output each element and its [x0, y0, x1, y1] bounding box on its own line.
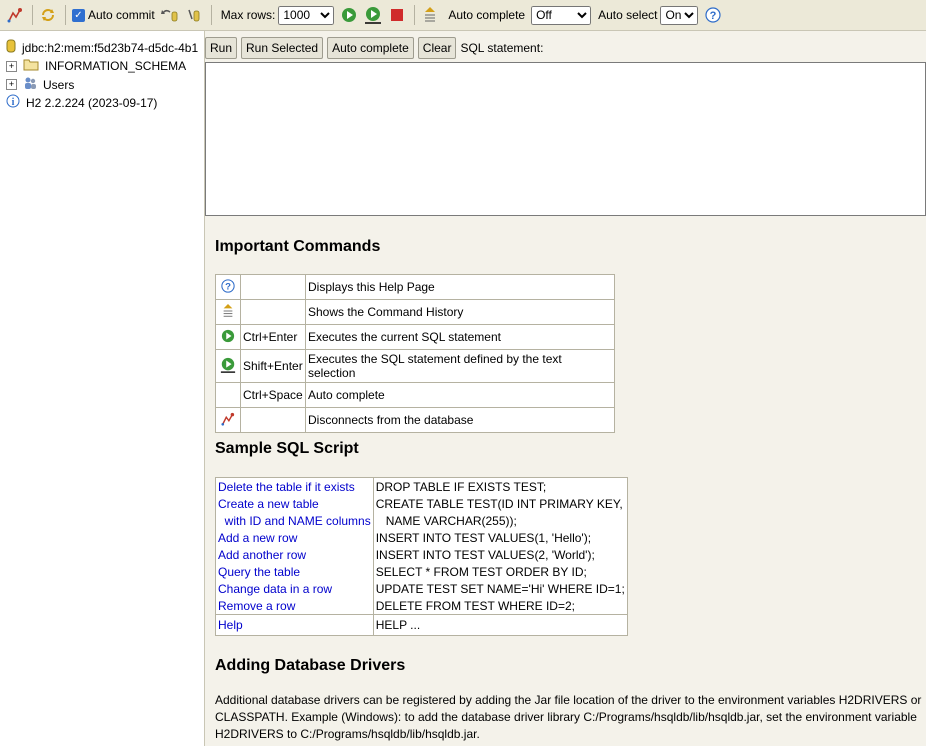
run-selected-icon[interactable] [216, 350, 241, 383]
table-row [216, 350, 615, 383]
sample-link[interactable]: with ID and NAME columns [216, 512, 374, 529]
object-tree [0, 31, 205, 746]
users-label: Users [43, 77, 75, 92]
sample-sql: DELETE FROM TEST WHERE ID=2; [375, 598, 575, 613]
max-rows-select[interactable] [278, 6, 334, 25]
sample-sql: INSERT INTO TEST VALUES(1, 'Hello'); [375, 530, 592, 545]
table-row [216, 597, 628, 615]
expand-icon[interactable]: + [6, 61, 17, 72]
table-row [216, 275, 615, 300]
table-row [216, 580, 628, 597]
table-row [216, 300, 615, 325]
sql-statement-label: SQL statement: [460, 41, 544, 55]
toolbar-separator [414, 5, 415, 25]
table-row [216, 546, 628, 563]
users-icon [23, 76, 37, 93]
empty-icon-cell [216, 383, 241, 408]
info-icon [6, 94, 20, 111]
disconnect-icon[interactable] [216, 408, 241, 433]
auto-complete-group [445, 6, 591, 25]
commit-icon[interactable] [185, 6, 203, 24]
clear-button[interactable]: Clear [418, 37, 457, 59]
stop-icon[interactable] [388, 6, 406, 24]
run-selected-button[interactable]: Run Selected [241, 37, 323, 59]
svg-text:?: ? [225, 281, 231, 292]
command-description: Disconnects from the database [306, 408, 615, 433]
help-icon[interactable] [704, 6, 722, 24]
sql-input[interactable] [205, 62, 926, 216]
sample-link[interactable]: Create a new table [216, 495, 374, 512]
sample-sql: UPDATE TEST SET NAME='Hi' WHERE ID=1; [375, 581, 625, 596]
table-row [216, 383, 615, 408]
help-icon[interactable] [216, 275, 241, 300]
sample-sql: INSERT INTO TEST VALUES(2, 'World'); [375, 547, 595, 562]
auto-complete-label: Auto complete [448, 8, 526, 22]
table-row [216, 478, 628, 496]
checkmark-icon: ✓ [72, 9, 85, 22]
auto-commit-label: Auto commit [88, 8, 155, 22]
expand-icon[interactable]: + [6, 79, 17, 90]
main-panel [205, 31, 926, 746]
auto-complete-button[interactable]: Auto complete [327, 37, 414, 59]
version-label: H2 2.2.224 (2023-09-17) [26, 95, 158, 110]
auto-select-label: Auto select [598, 8, 658, 22]
rollback-icon[interactable] [161, 6, 179, 24]
svg-text:?: ? [710, 10, 717, 22]
command-description: Auto complete [306, 383, 615, 408]
run-button[interactable]: Run [205, 37, 237, 59]
run-icon[interactable] [340, 6, 358, 24]
sample-sql: DROP TABLE IF EXISTS TEST; [375, 479, 547, 494]
command-description: Displays this Help Page [306, 275, 615, 300]
command-description: Executes the current SQL statement [306, 325, 615, 350]
sample-sql-heading: Sample SQL Script [215, 440, 359, 457]
sample-sql: SELECT * FROM TEST ORDER BY ID; [375, 564, 587, 579]
run-icon[interactable] [216, 325, 241, 350]
sample-sql: CREATE TABLE TEST(ID INT PRIMARY KEY, [375, 496, 623, 511]
shortcut-key [241, 300, 306, 325]
table-row [216, 495, 628, 512]
max-rows-group [218, 6, 335, 25]
shortcut-key [241, 275, 306, 300]
sample-link[interactable]: Help [216, 615, 374, 636]
drivers-text: Additional database drivers can be registered by adding the Jar file location of the driver to the environment variables H2DRIVERS or CLASSPATH. Example (Windows): to add the database driver library C:/Programs/hsqldb/lib/hsqldb.jar, set the environment variable H2DRIVERS to C:/Programs/hsqldb/lib/hsqldb.jar. [215, 693, 922, 741]
disconnect-icon[interactable] [6, 6, 24, 24]
table-row [216, 529, 628, 546]
sample-sql: HELP ... [375, 618, 421, 632]
important-commands-heading: Important Commands [215, 238, 381, 255]
sample-link[interactable]: Query the table [216, 563, 374, 580]
sample-link[interactable]: Delete the table if it exists [216, 478, 374, 496]
tree-connection[interactable] [6, 39, 198, 56]
toolbar-separator [65, 5, 66, 25]
database-icon [6, 39, 16, 56]
folder-icon [23, 58, 39, 74]
auto-select-select[interactable] [660, 6, 698, 25]
auto-commit-checkbox[interactable] [72, 8, 155, 22]
history-icon[interactable] [421, 6, 439, 24]
table-row [216, 408, 615, 433]
shortcut-key [241, 408, 306, 433]
sample-sql: NAME VARCHAR(255)); [375, 513, 517, 528]
table-row [216, 512, 628, 529]
table-row [216, 325, 615, 350]
refresh-icon[interactable] [39, 6, 57, 24]
tree-item-version [6, 94, 157, 111]
toolbar-separator [211, 5, 212, 25]
toolbar-separator [32, 5, 33, 25]
tree-item-users[interactable] [6, 76, 74, 93]
shortcut-key: Ctrl+Enter [241, 325, 306, 350]
sample-link[interactable]: Change data in a row [216, 580, 374, 597]
run-selected-icon[interactable] [364, 6, 382, 24]
shortcut-key: Ctrl+Space [241, 383, 306, 408]
table-row [216, 615, 628, 636]
commands-table [215, 274, 615, 433]
toolbar [0, 0, 926, 31]
max-rows-label: Max rows: [220, 8, 276, 22]
svg-text:i: i [11, 97, 15, 108]
sample-sql-table [215, 477, 628, 636]
auto-complete-select[interactable] [531, 6, 591, 25]
schema-label: INFORMATION_SCHEMA [45, 59, 187, 73]
command-description: Executes the SQL statement defined by the text selection [306, 350, 615, 383]
auto-select-group [595, 6, 698, 25]
query-toolbar [205, 36, 543, 60]
sample-link[interactable]: Add another row [216, 546, 374, 563]
history-icon[interactable] [216, 300, 241, 325]
tree-item-information-schema[interactable] [6, 58, 186, 74]
command-description: Shows the Command History [306, 300, 615, 325]
sample-link[interactable]: Remove a row [216, 597, 374, 615]
sample-link[interactable]: Add a new row [216, 529, 374, 546]
shortcut-key: Shift+Enter [241, 350, 306, 383]
connection-url: jdbc:h2:mem:f5d23b74-d5dc-4b1 [22, 40, 199, 55]
drivers-heading: Adding Database Drivers [215, 657, 406, 674]
table-row [216, 563, 628, 580]
